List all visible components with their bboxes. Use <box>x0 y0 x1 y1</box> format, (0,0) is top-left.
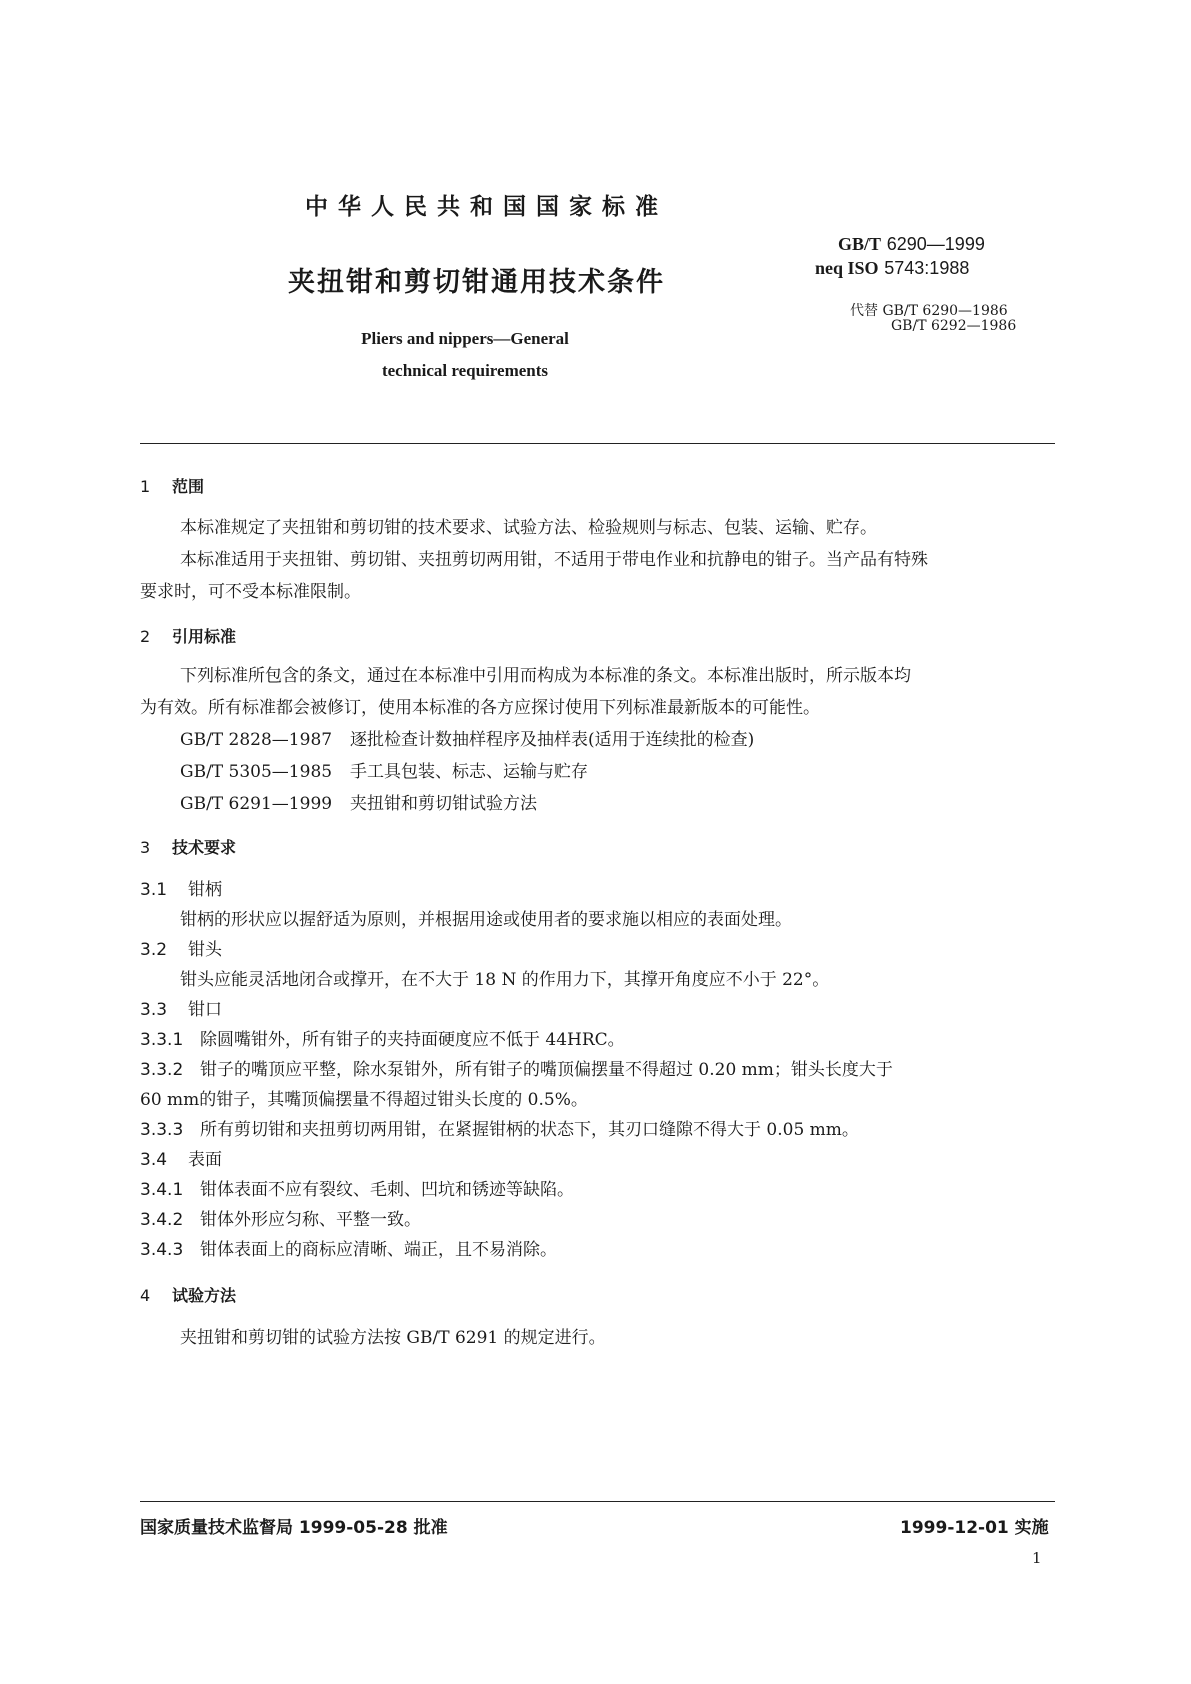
paragraph: 下列标准所包含的条文，通过在本标准中引用而构成为本标准的条文。本标准出版时，所示版本均 <box>180 666 911 686</box>
equivalent-standard <box>815 258 969 279</box>
section-heading-4: 4 试验方法 <box>140 1286 237 1305</box>
clause-3-4: 3.4 表面 <box>140 1150 222 1170</box>
paragraph: 钳头应能灵活地闭合或撑开，在不大于 18 N 的作用力下，其撑开角度应不小于 22°。 <box>180 970 830 990</box>
section-heading-2: 2 引用标准 <box>140 627 237 646</box>
clause-3-4-1: 3.4.1 钳体表面不应有裂纹、毛刺、凹坑和锈迹等缺陷。 <box>140 1180 574 1200</box>
replaces-line-1: 代替 GB/T 6290—1986 <box>850 303 1008 319</box>
neq-number: 5743:1988 <box>884 258 970 278</box>
clause-3-3-1: 3.3.1 除圆嘴钳外，所有钳子的夹持面硬度应不低于 44HRC。 <box>140 1030 625 1050</box>
document-title-cn: 夹扭钳和剪切钳通用技术条件 <box>288 267 665 298</box>
paragraph: 要求时，可不受本标准限制。 <box>140 582 361 602</box>
clause-3-2: 3.2 钳头 <box>140 940 222 960</box>
paragraph: 夹扭钳和剪切钳的试验方法按 GB/T 6291 的规定进行。 <box>180 1328 606 1348</box>
national-standard-heading: 中华人民共和国国家标准 <box>305 193 668 220</box>
paragraph: 为有效。所有标准都会被修订，使用本标准的各方应探讨使用下列标准最新版本的可能性。 <box>140 698 820 718</box>
paragraph: 本标准适用于夹扭钳、剪切钳、夹扭剪切两用钳，不适用于带电作业和抗静电的钳子。当产品有特殊 <box>180 550 928 570</box>
reference-item: GB/T 5305—1985 手工具包装、标志、运输与贮存 <box>180 762 588 782</box>
footer-divider <box>140 1501 1055 1502</box>
clause-3-3-2: 3.3.2 钳子的嘴顶应平整，除水泵钳外，所有钳子的嘴顶偏摆量不得超过 0.20 mm；钳头长度大于 <box>140 1060 893 1080</box>
header-divider <box>140 443 1055 444</box>
standard-number: 6290—1999 <box>886 234 985 254</box>
approval-date: 国家质量技术监督局 1999-05-28 批准 <box>140 1518 448 1538</box>
document-title-en-line1: Pliers and nippers—General <box>361 329 569 348</box>
paragraph: 本标准规定了夹扭钳和剪切钳的技术要求、试验方法、检验规则与标志、包装、运输、贮存。 <box>180 518 877 538</box>
reference-item: GB/T 6291—1999 夹扭钳和剪切钳试验方法 <box>180 794 537 814</box>
clause-3-3-3: 3.3.3 所有剪切钳和夹扭剪切两用钳，在紧握钳柄的状态下，其刃口缝隙不得大于 0.05 mm。 <box>140 1120 859 1140</box>
standard-prefix: GB/T <box>838 234 882 254</box>
section-heading-1: 1 范围 <box>140 477 205 496</box>
effective-date: 1999-12-01 实施 <box>900 1518 1049 1538</box>
clause-3-1: 3.1 钳柄 <box>140 880 222 900</box>
reference-item: GB/T 2828—1987 逐批检查计数抽样程序及抽样表(适用于连续批的检查) <box>180 730 755 750</box>
clause-3-3: 3.3 钳口 <box>140 1000 222 1020</box>
replaces-line-2: GB/T 6292—1986 <box>891 318 1017 334</box>
document-title-en-line2: technical requirements <box>381 361 549 380</box>
paragraph: 60 mm的钳子，其嘴顶偏摆量不得超过钳头长度的 0.5%。 <box>140 1090 588 1110</box>
standard-code <box>838 234 985 255</box>
page-number: 1 <box>1032 1549 1042 1567</box>
clause-3-4-3: 3.4.3 钳体表面上的商标应清晰、端正，且不易消除。 <box>140 1240 557 1260</box>
section-heading-3: 3 技术要求 <box>140 838 237 857</box>
clause-3-4-2: 3.4.2 钳体外形应匀称、平整一致。 <box>140 1210 421 1230</box>
paragraph: 钳柄的形状应以握舒适为原则，并根据用途或使用者的要求施以相应的表面处理。 <box>180 910 792 930</box>
neq-prefix: neq ISO <box>815 258 879 278</box>
